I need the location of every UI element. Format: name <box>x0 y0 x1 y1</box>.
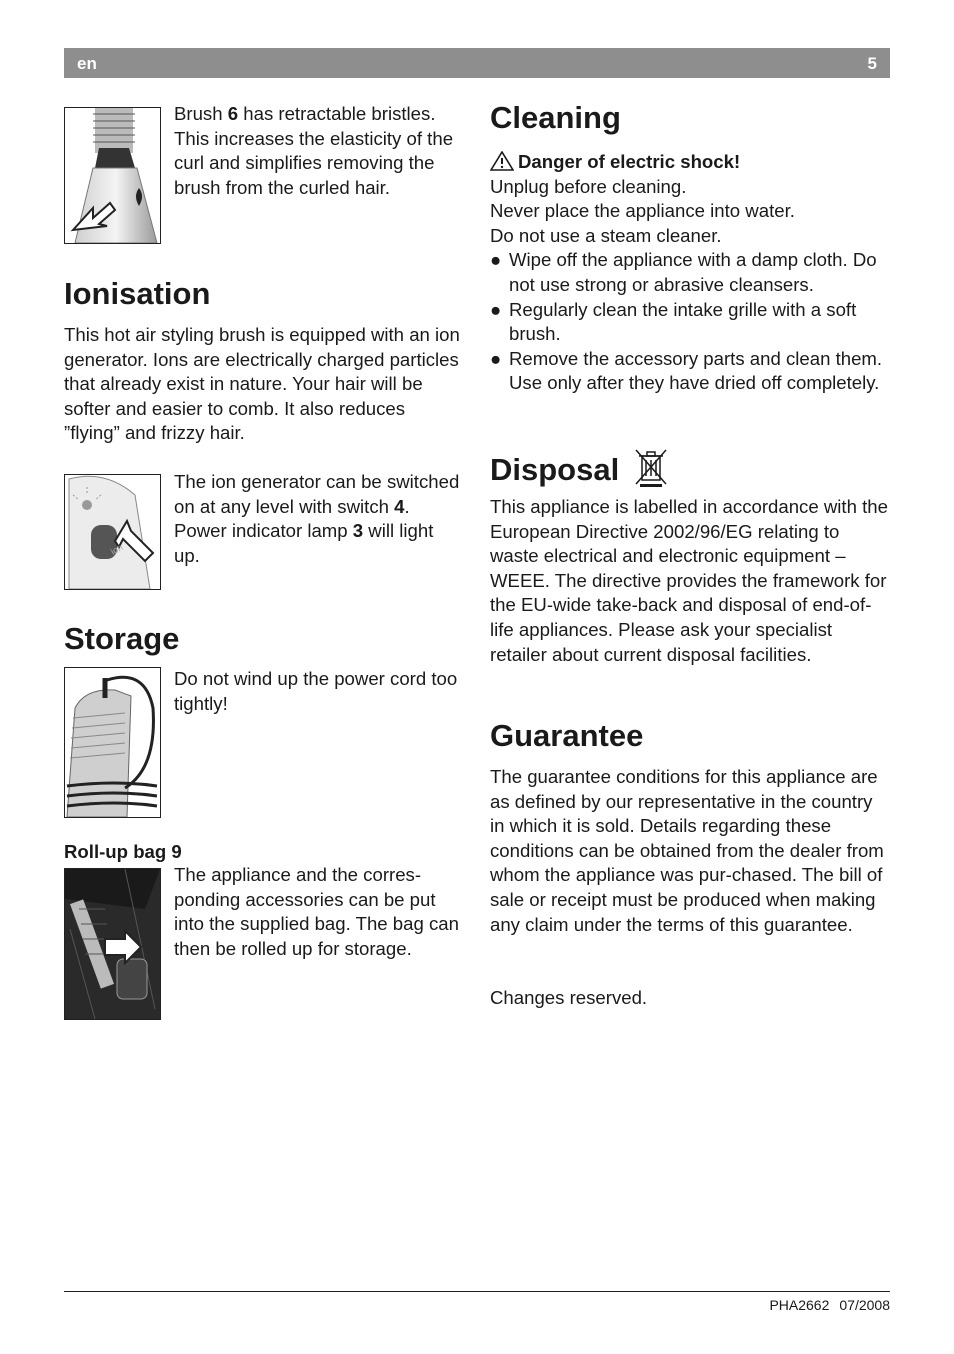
footer-divider <box>64 1291 890 1292</box>
storage-heading: Storage <box>64 621 180 656</box>
guarantee-paragraph: The guarantee conditions for this appliance are as defined by our representative in the country in which it is sold. Details regarding these conditions can be obtained from the dealer from whom the appliance was pur-chased. The bill of sale or receipt must be produced when making any claim under the terms of this guarantee. <box>490 766 884 935</box>
cleaning-line: Do not use a steam cleaner. <box>490 224 722 246</box>
list-item: ● Wipe off the appliance with a damp cloth. Do not use strong or abrasive cleansers. <box>490 249 877 295</box>
ionisation-heading: Ionisation <box>64 276 211 311</box>
edition-date: 07/2008 <box>839 1297 890 1313</box>
changes-reserved: Changes reserved. <box>490 987 648 1008</box>
danger-warning-text: Danger of electric shock! <box>518 151 741 172</box>
cleaning-line: Unplug before cleaning. <box>490 175 687 197</box>
bullet-icon: ● <box>490 298 502 320</box>
bullet-icon: ● <box>490 249 502 271</box>
list-item: ● Regularly clean the intake grille with a soft brush. <box>490 298 857 345</box>
cleaning-section <box>490 150 890 396</box>
warning-triangle-icon <box>490 151 514 171</box>
power-cord-figure <box>64 667 161 818</box>
model-number: PHA2662 <box>769 1297 830 1313</box>
rollup-bag-figure <box>64 868 161 1020</box>
rollup-bag-heading: Roll-up bag 9 <box>64 841 182 862</box>
list-item: ● Remove the accessory parts and clean them. Use only after they have dried off completely. <box>490 347 883 394</box>
bullet-icon: ● <box>490 347 502 369</box>
cleaning-line: Never place the appliance into water. <box>490 200 795 222</box>
brush-description: Brush 6 has retractable bristles. This increases the elasticity of the curl and simplifies removing the brush from the curled hair. <box>174 103 454 198</box>
ion-label: ion <box>109 542 125 557</box>
guarantee-heading: Guarantee <box>490 718 644 753</box>
page-header-bar <box>64 48 890 78</box>
page-number: 5 <box>867 54 877 73</box>
brush-bristles-figure <box>64 107 161 244</box>
cleaning-heading: Cleaning <box>490 100 621 135</box>
language-code: en <box>77 54 97 73</box>
storage-text: Do not wind up the power cord too tightly! <box>174 668 458 714</box>
crossed-bin-icon <box>634 448 668 488</box>
ionisation-paragraph: This hot air styling brush is equipped with an ion generator. Ions are electrically charged particles that already exist in nature. Your hair will be softer and easier to comb. It also reduces ”flying” and frizzy hair. <box>64 324 460 444</box>
ion-switch-figure <box>64 474 161 590</box>
disposal-title: Disposal <box>490 452 620 487</box>
ion-switch-description: The ion generator can be switched on at any level with switch 4. Power indicator lamp 3 will light up. <box>174 471 460 566</box>
cleaning-bullet-list <box>490 248 890 396</box>
disposal-paragraph: This appliance is labelled in accordance with the European Directive 2002/96/EG relating to waste electrical and electronic equipment – WEEE. The directive provides the framework for the EU-wide take-back and disposal of end-of-life appliances. Please ask your specialist retailer about current disposal facilities. <box>490 496 888 665</box>
footer <box>769 1297 890 1313</box>
danger-warning <box>490 150 890 175</box>
rollup-bag-text: The appliance and the corres-ponding accessories can be put into the supplied bag. The bag can then be rolled up for storage. <box>174 864 459 959</box>
disposal-heading <box>490 448 668 488</box>
